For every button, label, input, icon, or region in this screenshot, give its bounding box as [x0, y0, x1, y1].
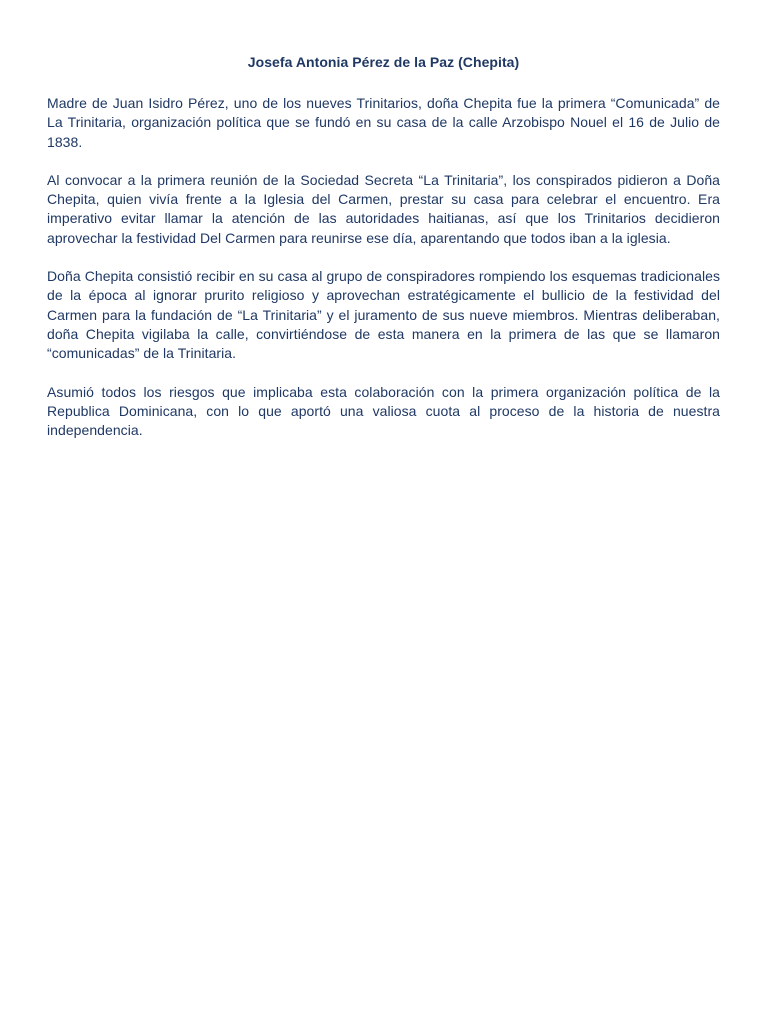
paragraph-3: Doña Chepita consistió recibir en su casa al grupo de conspiradores rompiendo los esquemas tradicionales de la época al ignorar prurito religioso y aprovechan estratégicamente el bullicio de la festividad del Carmen para la fundación de “La Trinitaria” y el juramento de sus nueve miembros. Mientras deliberaban, doña Chepita vigilaba la calle, convirtiéndose de esta manera en la primera de las que se llamaron “comunicadas” de la Trinitaria.: [47, 268, 720, 362]
paragraph-4: Asumió todos los riesgos que implicaba esta colaboración con la primera organización política de la Republica Dominicana, con lo que aportó una valiosa cuota al proceso de la historia de nuestra independencia.: [47, 383, 720, 439]
paragraph-1: Madre de Juan Isidro Pérez, uno de los nueves Trinitarios, doña Chepita fue la primera “Comunicada” de La Trinitaria, organización política que se fundó en su casa de la calle Arzobispo Nouel el 16 de Julio de 1838.: [47, 95, 720, 150]
document-body: [47, 53, 720, 459]
paragraph-2: Al convocar a la primera reunión de la Sociedad Secreta “La Trinitaria”, los conspirados pidieron a Doña Chepita, quien vivía frente a la Iglesia del Carmen, prestar su casa para celebrar el encuentro. Era imperativo evitar llamar la atención de las autoridades haitianas, así que los Trinitarios decidieron aprovechar la festividad Del Carmen para reunirse ese día, aparentando que todos iban a la iglesia.: [47, 171, 720, 246]
document-title: Josefa Antonia Pérez de la Paz (Chepita): [247, 54, 520, 70]
